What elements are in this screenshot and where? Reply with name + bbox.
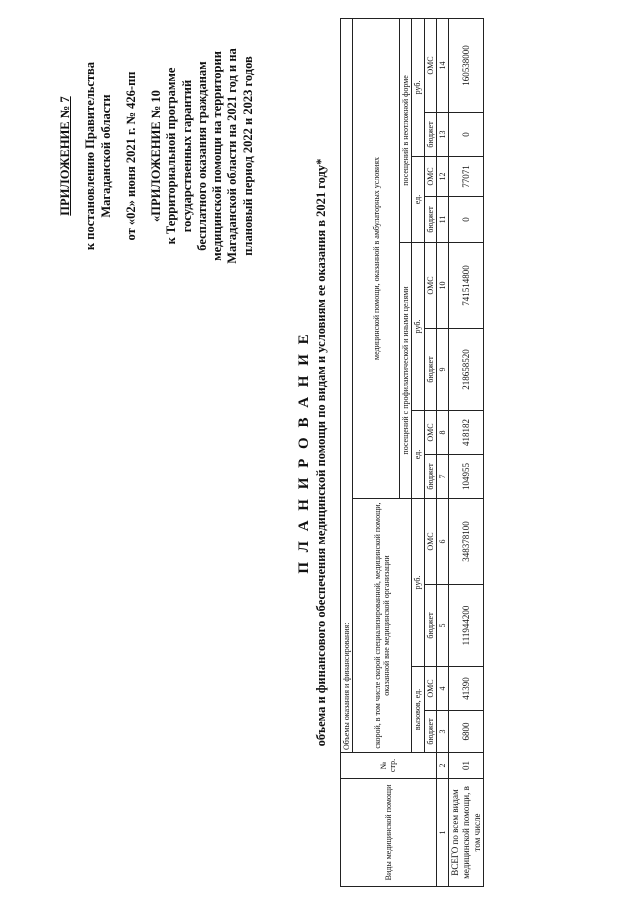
column-number: 2 [436, 753, 448, 779]
appendix-line-5: к Территориальной программе [164, 67, 179, 245]
appendix-line-9: Магаданской области на 2021 год и на [225, 48, 240, 264]
value-prof-rub-budget: 218658520 [448, 329, 483, 411]
page-subtitle: объема и финансового обеспечения медицинской помощи по видам и условиям ее оказания в 2021 году* [314, 158, 328, 747]
header-volumes: Объемы оказания и финансирования: [341, 18, 353, 752]
header-urgent-units: ед. [412, 157, 424, 243]
header-budget: бюджет [424, 113, 436, 157]
header-calls-units: вызовов, ед. [412, 667, 424, 753]
value-urgent-rub-oms: 160538000 [448, 18, 483, 112]
header-budget: бюджет [424, 197, 436, 243]
value-urgent-rub-budget: 0 [448, 113, 483, 157]
header-urgent-rub: руб. [412, 18, 424, 156]
header-outpatient: медицинской помощи, оказанной в амбулаторных условиях [353, 18, 400, 498]
appendix-line-2: Магаданской области [98, 94, 113, 218]
row-number: 01 [448, 753, 483, 779]
header-ambulance-rub: руб. [412, 499, 424, 667]
row-label: ВСЕГО по всем видам медицинской помощи, в том числе [448, 779, 483, 887]
header-oms: ОМС [424, 667, 436, 711]
header-budget: бюджет [424, 455, 436, 499]
header-oms: ОМС [424, 499, 436, 585]
header-ambulance: скорой, в том числе скорой специализированной, медицинской помощи, оказанной вне медицинской организации [353, 499, 412, 753]
table-header-row-1 [341, 18, 353, 886]
header-oms: ОМС [424, 411, 436, 455]
header-prof-rub: руб. [412, 243, 424, 411]
header-prof-units: ед. [412, 411, 424, 499]
header-budget: бюджет [424, 711, 436, 753]
value-calls-budget: 6800 [448, 711, 483, 753]
column-number: 11 [436, 197, 448, 243]
value-urgent-units-budget: 0 [448, 197, 483, 243]
table-row-total [448, 18, 483, 886]
header-prof-visits: посещений с профилактической и иными целями [400, 243, 412, 499]
appendix-line-10: плановый период 2022 и 2023 годов [240, 56, 255, 256]
appendix-title: ПРИЛОЖЕНИЕ № 7 [58, 96, 72, 216]
value-ambulance-rub-oms: 348378100 [448, 499, 483, 585]
value-prof-units-oms: 418182 [448, 411, 483, 455]
header-urgent-visits: посещений в неотложной форме [400, 18, 412, 242]
header-oms: ОМС [424, 243, 436, 329]
header-oms: ОМС [424, 157, 436, 197]
column-number: 4 [436, 667, 448, 711]
value-prof-rub-oms: 741514800 [448, 243, 483, 329]
appendix-line-6: государственных гарантий [179, 79, 194, 233]
appendix-line-4: «ПРИЛОЖЕНИЕ № 10 [149, 90, 163, 222]
header-row-number: № стр. [341, 753, 437, 779]
column-number: 1 [436, 779, 448, 887]
value-calls-oms: 41390 [448, 667, 483, 711]
column-number-row [436, 18, 448, 886]
column-number: 7 [436, 455, 448, 499]
page-title: П Л А Н И Р О В А Н И Е [296, 331, 312, 574]
column-number: 9 [436, 329, 448, 411]
appendix-line-3: от «02» июня 2021 г. № 426-пп [123, 71, 138, 241]
column-number: 8 [436, 411, 448, 455]
value-urgent-units-oms: 77071 [448, 157, 483, 197]
header-types: Виды медицинской помощи [341, 779, 437, 887]
column-number: 3 [436, 711, 448, 753]
value-prof-units-budget: 104955 [448, 455, 483, 499]
column-number: 5 [436, 585, 448, 667]
column-number: 10 [436, 243, 448, 329]
appendix-line-8: медицинской помощи на территории [210, 51, 224, 261]
header-oms: ОМС [424, 18, 436, 112]
header-budget: бюджет [424, 585, 436, 667]
column-number: 12 [436, 157, 448, 197]
appendix-line-7: бесплатного оказания гражданам [194, 61, 209, 251]
column-number: 14 [436, 18, 448, 112]
appendix-line-1: к постановлению Правительства [83, 61, 98, 251]
appendix-block [58, 27, 256, 285]
column-number: 6 [436, 499, 448, 585]
value-ambulance-rub-budget: 111944200 [448, 585, 483, 667]
planning-table [340, 18, 484, 887]
header-budget: бюджет [424, 329, 436, 411]
column-number: 13 [436, 113, 448, 157]
